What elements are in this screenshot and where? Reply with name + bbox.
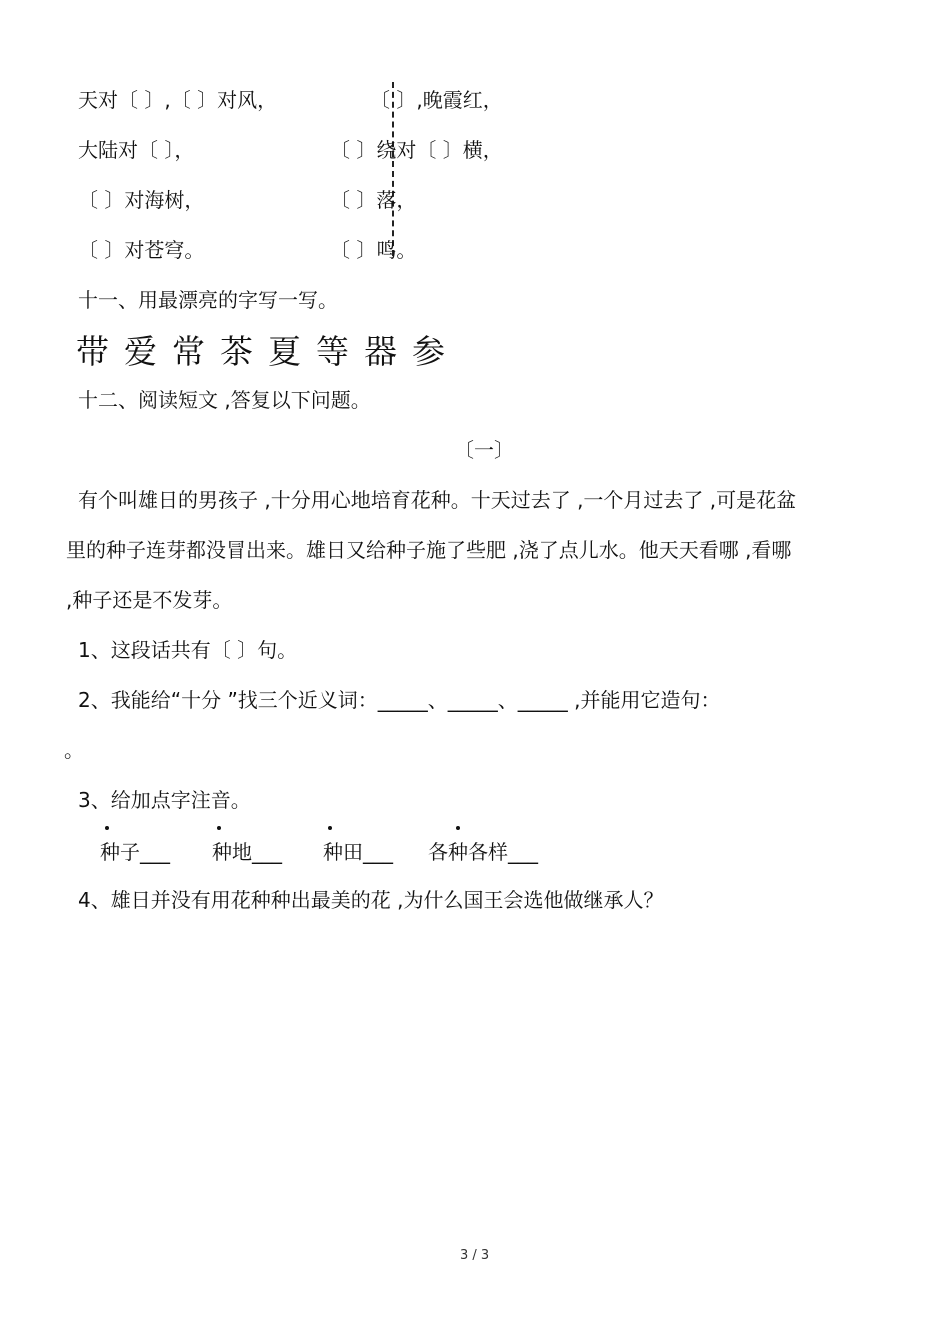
question-2: 2、我能给“十分 ”找三个近义词：_____、_____、_____ ,并能用它造句： [78, 688, 721, 712]
pinyin-item: 各种各样___ [428, 840, 538, 864]
page-number: 3 / 3 [460, 1248, 490, 1263]
emphasis-dot [456, 826, 460, 830]
pinyin-item: 种子___ [100, 840, 170, 864]
couplet-row4-left: 〔 〕对苍穹。 [78, 238, 205, 262]
question-2-continuation: 。 [64, 738, 84, 762]
couplet-row2-left: 大陆对〔 〕， [78, 138, 195, 162]
question-1: 1、这段话共有〔 〕句。 [78, 638, 298, 662]
pinyin-item: 种地___ [212, 840, 282, 864]
question-4: 4、雄日并没有用花种种出最美的花 ,为什么国王会选他做继承人？ [78, 888, 664, 912]
couplet-row2-right: 〔 〕绕对〔 〕横， [330, 138, 503, 162]
question-3: 3、给加点字注音。 [78, 788, 251, 812]
section11-title: 十一、用最漂亮的字写一写。 [78, 288, 338, 312]
emphasis-dot [105, 826, 109, 830]
part-label: 〔一〕 [454, 438, 514, 462]
passage-line-3: ,种子还是不发芽。 [66, 588, 233, 612]
couplet-row3-left: 〔 〕对海树， [78, 188, 205, 212]
pinyin-item: 种田___ [323, 840, 393, 864]
emphasis-dot [217, 826, 221, 830]
section11-characters: 带爱常茶夏等器参 [76, 332, 460, 371]
couplet-row1-left: 天对〔 〕,〔 〕对风， [78, 88, 278, 112]
passage-line-1: 有个叫雄日的男孩子 ,十分用心地培育花种。十天过去了 ,一个月过去了 ,可是花盆 [78, 488, 797, 512]
section12-title: 十二、阅读短文 ,答复以下问题。 [78, 388, 371, 412]
passage-line-2: 里的种子连芽都没冒出来。雄日又给种子施了些肥 ,浇了点儿水。他天天看哪 ,看哪 [66, 538, 792, 562]
couplet-row4-right: 〔 〕鸣。 [330, 238, 417, 262]
couplet-row1-right: 〔 〕,晚霞红， [370, 88, 503, 112]
emphasis-dot [328, 826, 332, 830]
couplet-row3-right: 〔 〕落， [330, 188, 417, 212]
